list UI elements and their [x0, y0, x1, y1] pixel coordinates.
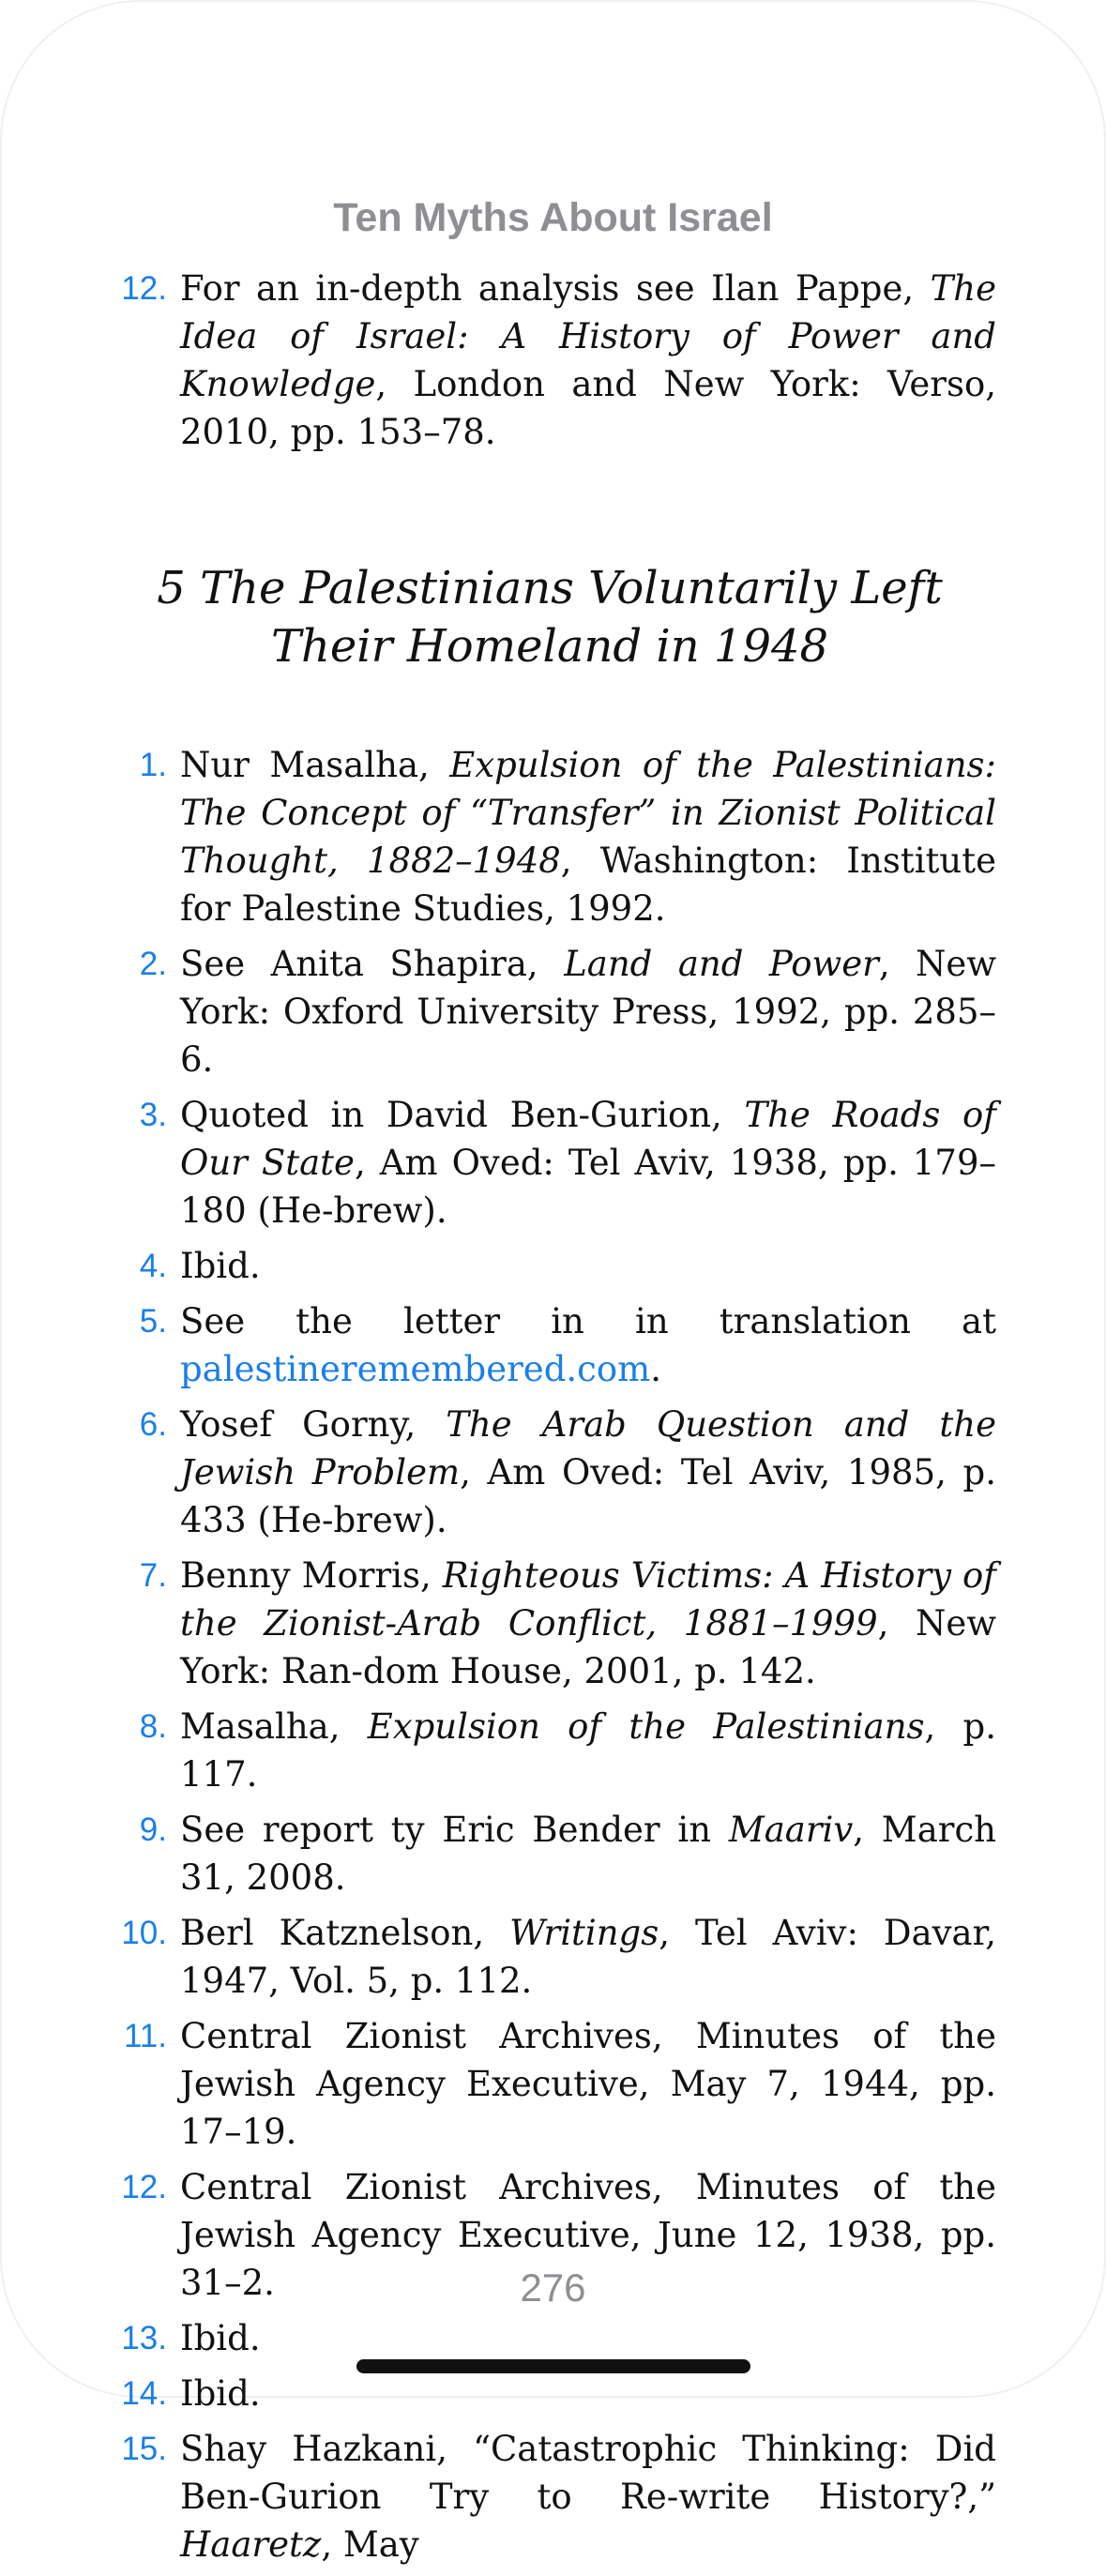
footnote-segment: , Am Oved: Tel Aviv, 1985, p. 433 (He-brew).	[180, 1452, 997, 1540]
footnote-segment: Nur Masalha,	[180, 745, 450, 785]
footnote-number-link[interactable]: 3.	[139, 1097, 167, 1133]
footnote-number-link[interactable]: 1.	[139, 747, 167, 783]
cited-title: Land and Power	[564, 944, 879, 984]
footnote-text	[180, 265, 996, 456]
footnote-segment: Masalha,	[180, 1706, 368, 1747]
footnote-text	[180, 1806, 996, 1902]
footnote-segment: , New York: Oxford University Press, 1992, pp. 285–6.	[180, 944, 997, 1080]
footnote-segment: Central Zionist Archives, Minutes of the Jewish Agency Executive, June 12, 1938, pp. 31–2.	[180, 2167, 996, 2303]
footnote-segment: Berl Katznelson,	[180, 1913, 510, 1953]
footnote-segment: , Washington: Institute for Palestine Studies, 1992.	[180, 841, 996, 929]
footnote-segment: See Anita Shapira,	[180, 944, 565, 984]
footnote-segment: .	[650, 1349, 661, 1389]
footnote-segment: , May	[321, 2524, 419, 2565]
footnote-number-link[interactable]: 14.	[121, 2375, 167, 2412]
previous-chapter-notes	[103, 265, 996, 456]
cited-title: The Idea of Israel: A History of Power and Knowledge	[180, 268, 996, 404]
cited-title: Haaretz	[180, 2524, 322, 2565]
footnote-text	[180, 2425, 996, 2568]
cited-title: Expulsion of the Palestinians	[367, 1706, 925, 1747]
footnote-item	[103, 940, 996, 1083]
cited-title: Maariv	[728, 1810, 854, 1850]
cited-title: Writings	[509, 1913, 659, 1953]
cited-title: The Arab Question and the Jewish Problem	[180, 1404, 996, 1493]
footnote-text	[180, 1091, 996, 1235]
footnote-number-link[interactable]: 9.	[139, 1811, 167, 1848]
footnote-number-link[interactable]: 2.	[139, 946, 167, 982]
footnote-segment: For an in-depth analysis see Ilan Pappe,	[180, 268, 931, 309]
notes-content	[103, 265, 996, 2576]
footnote-text	[180, 1552, 996, 1695]
footnote-text	[180, 1242, 996, 1290]
footnote-item	[103, 1297, 996, 1393]
footnote-item	[103, 1703, 996, 1798]
footnote-text	[180, 940, 996, 1083]
footnote-number-link[interactable]: 5.	[139, 1303, 167, 1340]
footnote-item	[103, 265, 996, 456]
footnote-text	[180, 1703, 996, 1798]
footnote-number-link[interactable]: 12.	[121, 270, 167, 307]
footnote-item	[103, 1242, 996, 1290]
footnote-text	[180, 2012, 996, 2156]
footnote-text	[180, 2314, 996, 2362]
chapter-heading: 5 The Palestinians Voluntarily Left Their Homeland in 1948	[157, 562, 943, 673]
footnote-segment: See the letter in in translation at	[180, 1301, 996, 1341]
footnote-segment: , Am Oved: Tel Aviv, 1938, pp. 179–180 (He-brew).	[180, 1143, 997, 1231]
footnote-segment: , London and New York: Verso, 2010, pp. 153–78.	[180, 364, 996, 452]
footnote-segment: , New York: Ran-dom House, 2001, p. 142.	[180, 1603, 996, 1691]
footnote-number-link[interactable]: 6.	[139, 1406, 167, 1443]
footnote-number-link[interactable]: 8.	[139, 1708, 167, 1745]
footnote-segment: Ibid.	[180, 2318, 261, 2358]
page-number: 276	[520, 2265, 586, 2310]
footnote-item	[103, 1091, 996, 1235]
footnote-number-link[interactable]: 4.	[139, 1248, 167, 1284]
footnote-number-link[interactable]: 11.	[123, 2018, 167, 2054]
footnote-item	[103, 741, 996, 932]
footnote-segment: , Tel Aviv: Davar, 1947, Vol. 5, p. 112.	[180, 1913, 996, 2001]
footnote-text	[180, 1909, 996, 2005]
footnote-number-link[interactable]: 13.	[121, 2320, 167, 2356]
footnote-segment: Central Zionist Archives, Minutes of the Jewish Agency Executive, May 7, 1944, pp. 17–19.	[180, 2016, 996, 2152]
footnote-item	[103, 2314, 996, 2362]
footnote-segment: Quoted in David Ben-Gurion,	[180, 1095, 745, 1135]
footnote-segment: , p. 117.	[180, 1706, 996, 1795]
footnote-segment: , March 31, 2008.	[180, 1810, 996, 1898]
cited-title: The Roads of Our State	[180, 1095, 996, 1183]
footnote-number-link[interactable]: 15.	[121, 2431, 167, 2467]
footnote-segment: Ibid.	[180, 2373, 261, 2414]
footnote-item	[103, 2012, 996, 2156]
footnote-item	[103, 1401, 996, 1544]
footnote-text	[180, 741, 996, 932]
footnote-text	[180, 1401, 996, 1544]
footnote-item	[103, 2370, 996, 2417]
footnote-text	[180, 2370, 996, 2417]
cited-title: Expulsion of the Palestinians: The Concept of “Transfer” in Zionist Political Thought, 1882–1948	[180, 745, 997, 881]
footnote-link[interactable]: palestineremembered.com	[180, 1349, 651, 1389]
footnote-item	[103, 2425, 996, 2568]
footnote-number-link[interactable]: 10.	[121, 1915, 167, 1951]
footnote-segment: Ibid.	[180, 1246, 261, 1286]
footnote-segment: See report ty Eric Bender in	[180, 1810, 729, 1850]
footnote-segment: Yosef Gorny,	[180, 1404, 447, 1445]
cited-title: Righteous Victims: A History of the Zionist-Arab Conflict, 1881–1999	[180, 1555, 996, 1644]
footnote-segment: Benny Morris,	[180, 1555, 443, 1596]
footnote-segment: Shay Hazkani, “Catastrophic Thinking: Did Ben-Gurion Try to Re-write History?,”	[180, 2429, 996, 2517]
footnote-item	[103, 1552, 996, 1695]
footnote-item	[103, 1909, 996, 2005]
book-title-header: Ten Myths About Israel	[333, 195, 773, 240]
footnote-number-link[interactable]: 12.	[121, 2169, 167, 2205]
footnote-item	[103, 1806, 996, 1902]
footnote-text	[180, 1297, 996, 1393]
home-indicator[interactable]	[356, 2359, 750, 2373]
footnote-number-link[interactable]: 7.	[139, 1557, 167, 1594]
